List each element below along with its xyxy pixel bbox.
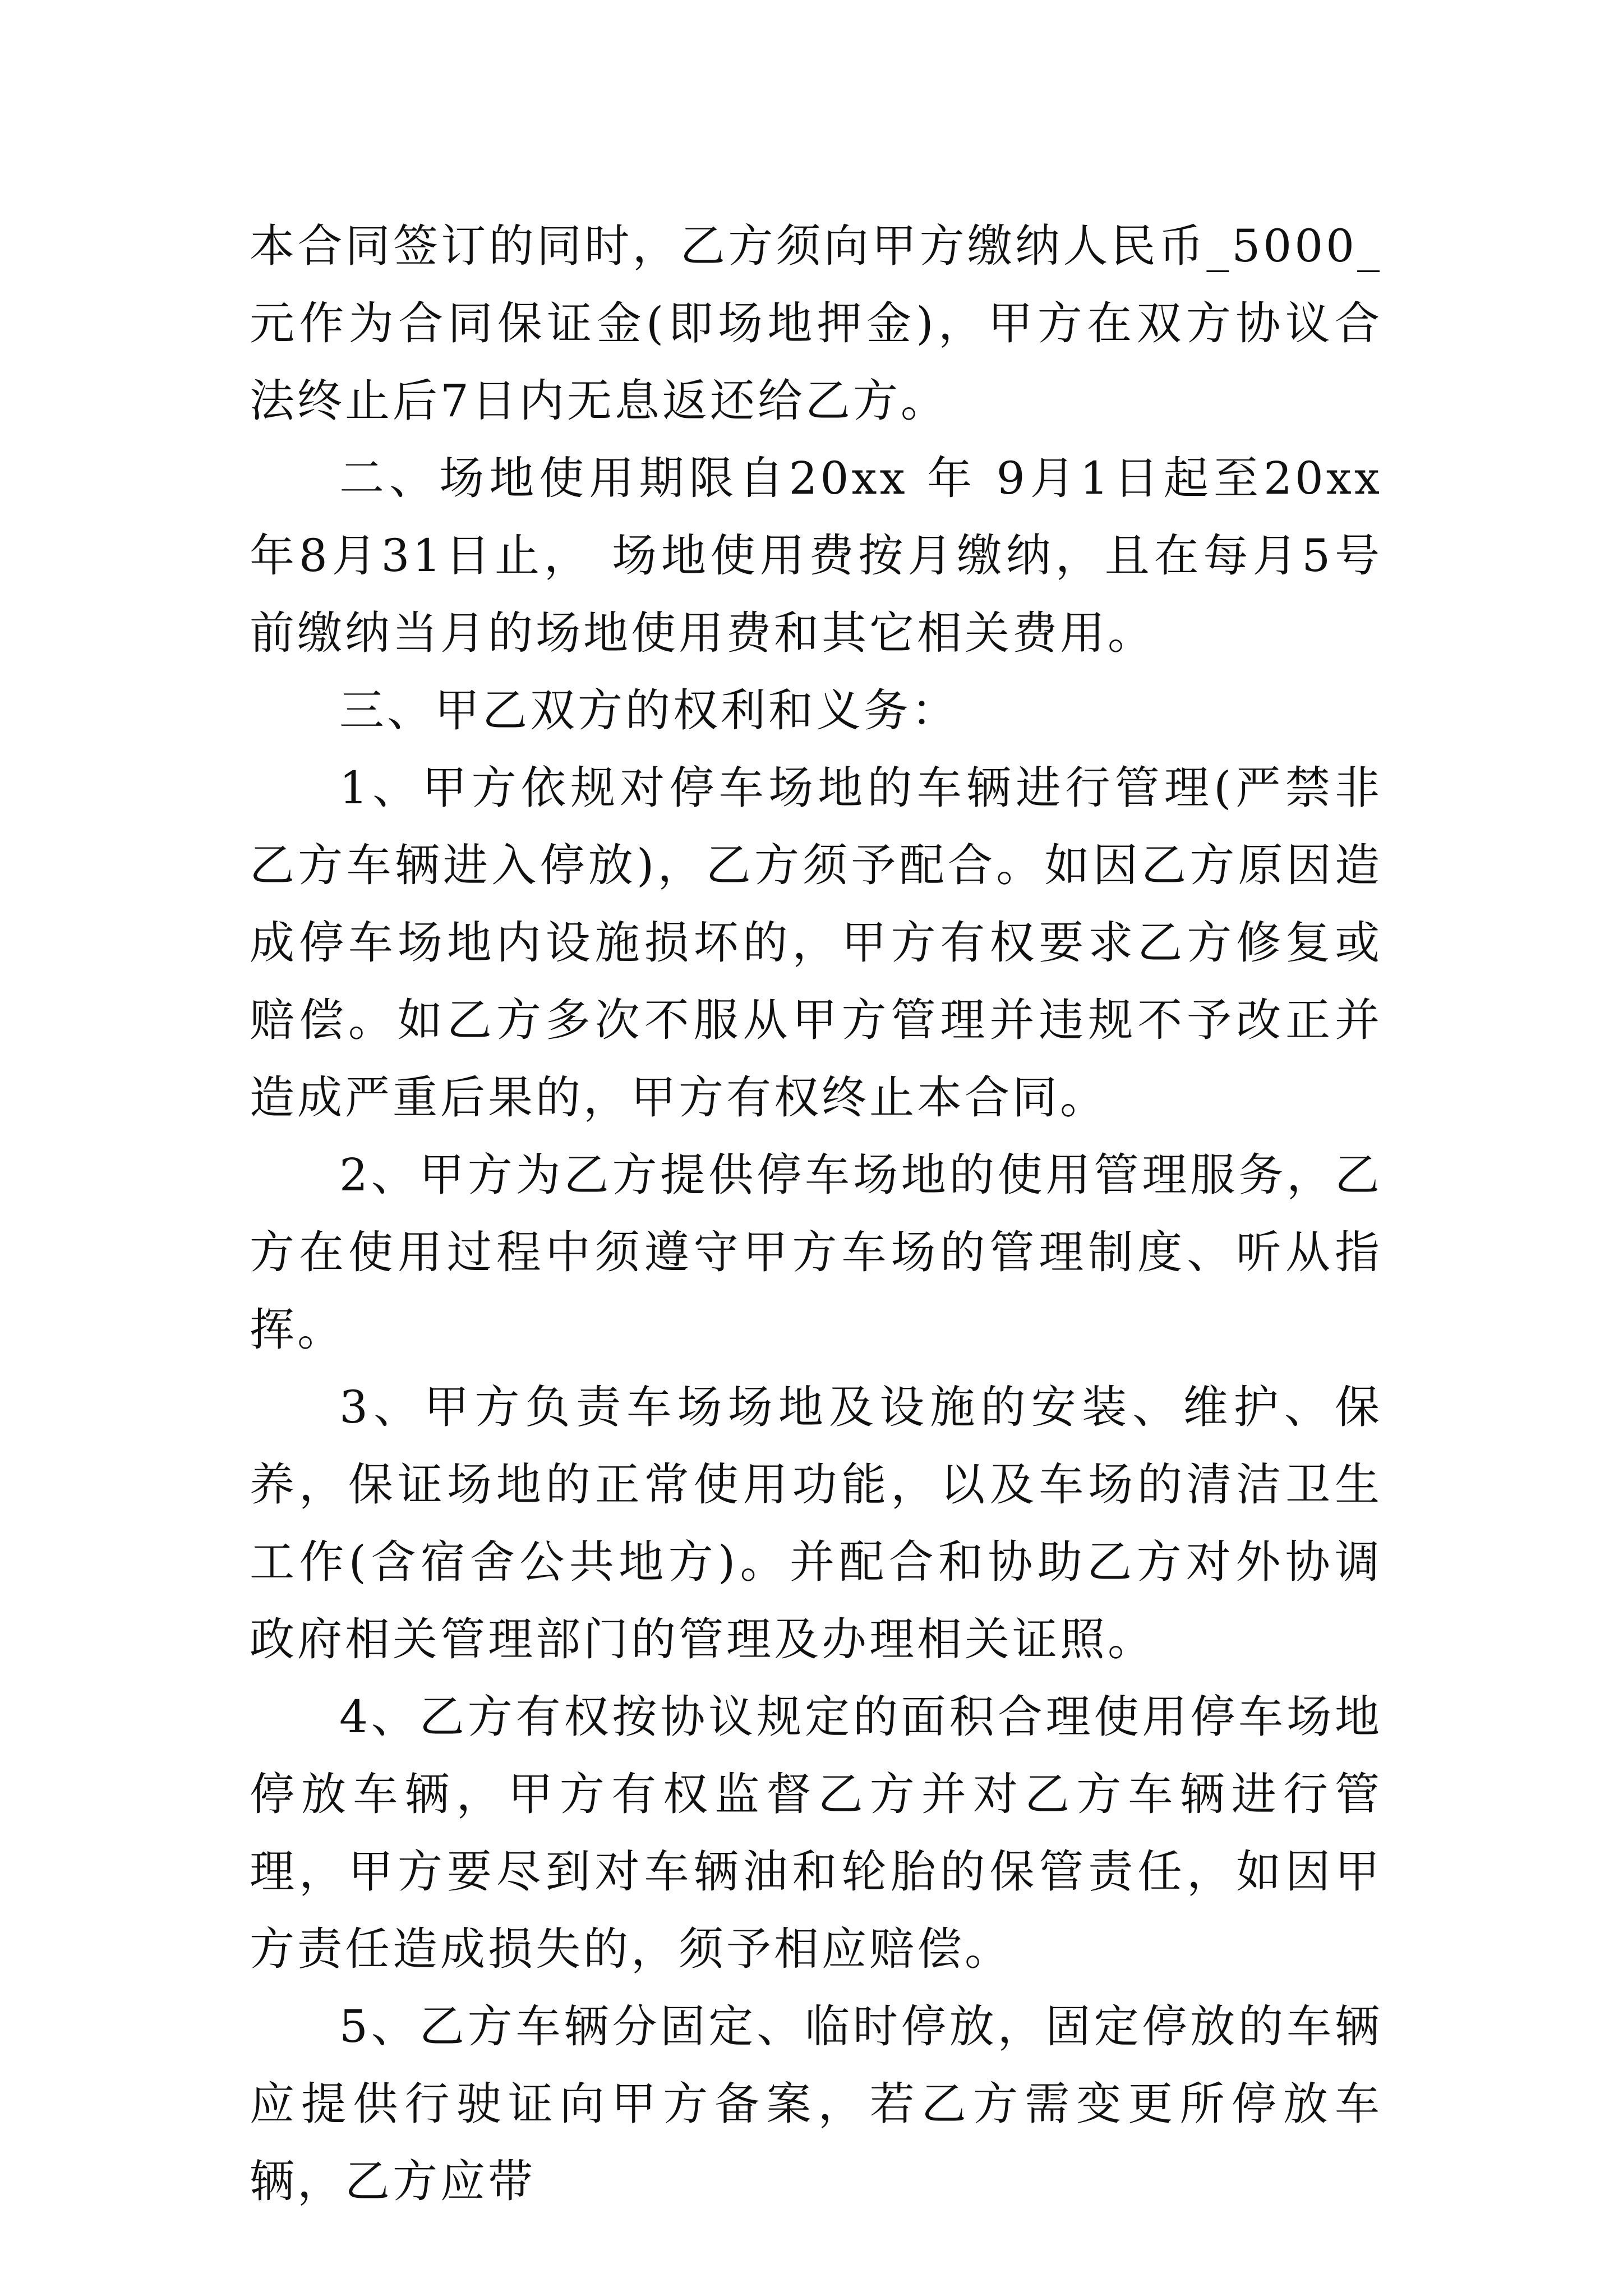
paragraph-clause-2: 2、甲方为乙方提供停车场地的使用管理服务，乙方在使用过程中须遵守甲方车场的管理制度、听从指挥。 xyxy=(250,1149,1382,1356)
paragraph-clause-5: 5、乙方车辆分固定、临时停放，固定停放的车辆应提供行驶证向甲方备案，若乙方需变更所停放车辆，乙方应带 xyxy=(250,2000,1382,2207)
paragraph-clause-3: 3、甲方负责车场场地及设施的安装、维护、保养，保证场地的正常使用功能，以及车场的清洁卫生工作(含宿舍公共地方)。并配合和协助乙方对外协调政府相关管理部门的管理及办理相关证照。 xyxy=(250,1381,1382,1665)
document-body xyxy=(250,208,1382,2220)
paragraph-term: 二、场地使用期限自20xx 年 9月1日起至20xx年8月31日止， 场地使用费按月缴纳，且在每月5号前缴纳当月的场地使用费和其它相关费用。 xyxy=(250,452,1382,659)
paragraph-deposit: 本合同签订的同时，乙方须向甲方缴纳人民币_5000_元作为合同保证金(即场地押金)，甲方在双方协议合法终止后7日内无息返还给乙方。 xyxy=(250,220,1382,427)
paragraph-clause-4: 4、乙方有权按协议规定的面积合理使用停车场地停放车辆，甲方有权监督乙方并对乙方车辆进行管理，甲方要尽到对车辆油和轮胎的保管责任，如因甲方责任造成损失的，须予相应赔偿。 xyxy=(250,1691,1382,1975)
paragraph-rights-heading: 三、甲乙双方的权利和义务： xyxy=(339,684,959,737)
paragraph-clause-1: 1、甲方依规对停车场地的车辆进行管理(严禁非乙方车辆进入停放)，乙方须予配合。如因乙方原因造成停车场地内设施损坏的，甲方有权要求乙方修复或赔偿。如乙方多次不服从甲方管理并违规不予改正并造成严重后果的，甲方有权终止本合同。 xyxy=(250,762,1382,1124)
